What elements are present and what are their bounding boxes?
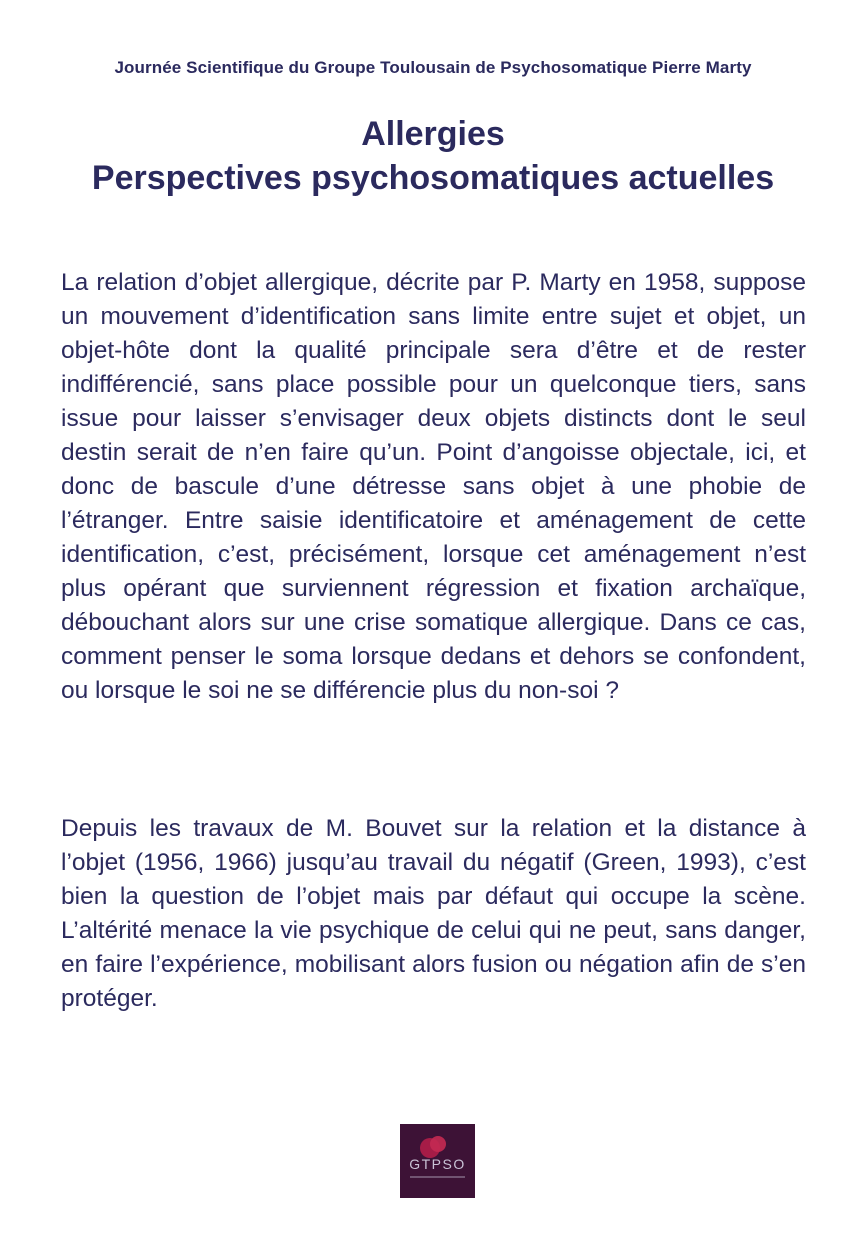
title-line-1: Allergies — [361, 115, 505, 153]
logo-circle-right — [430, 1136, 446, 1152]
event-header: Journée Scientifique du Groupe Toulousain de Psychosomatique Pierre Marty — [114, 58, 752, 77]
title-line-2: Perspectives psychosomatiques actuelles — [91, 159, 775, 197]
page-title — [0, 112, 866, 200]
body-paragraph-2: Depuis les travaux de M. Bouvet sur la relation et la distance à l’objet (1956, 1966) jusqu’au travail du négatif (Green, 1993), c’est bien la question de l’objet mais par défaut qui occupe la scène. L’altérité menace la vie psychique de celui qui ne peut, sans danger, en faire l’expérience, mobilisant alors fusion ou négation afin de s’en protéger. — [61, 815, 806, 1012]
gtpso-logo — [400, 1124, 475, 1198]
body-paragraph-1: La relation d’objet allergique, décrite par P. Marty en 1958, suppose un mouvement d’identification sans limite entre sujet et objet, un objet-hôte dont la qualité principale sera d’être et de rester indifférencié, sans place possible pour un quelconque tiers, sans issue pour laisser s’envisager deux objets distincts dont le seul destin serait de n’en faire qu’un. Point d’angoisse objectale, ici, et donc de bascule d’une détresse sans objet à une phobie de l’étranger. Entre saisie identificatoire et aménagement de cette identification, c’est, précisément, lorsque cet aménagement n’est plus opérant que surviennent régression et fixation archaïque, débouchant alors sur une crise somatique allergique. Dans ce cas, comment penser le soma lorsque dedans et dehors se confondent, ou lorsque le soi ne se différencie plus du non-soi ? — [61, 269, 806, 704]
logo-text: GTPSO — [409, 1156, 466, 1172]
logo-graphic — [400, 1124, 475, 1198]
